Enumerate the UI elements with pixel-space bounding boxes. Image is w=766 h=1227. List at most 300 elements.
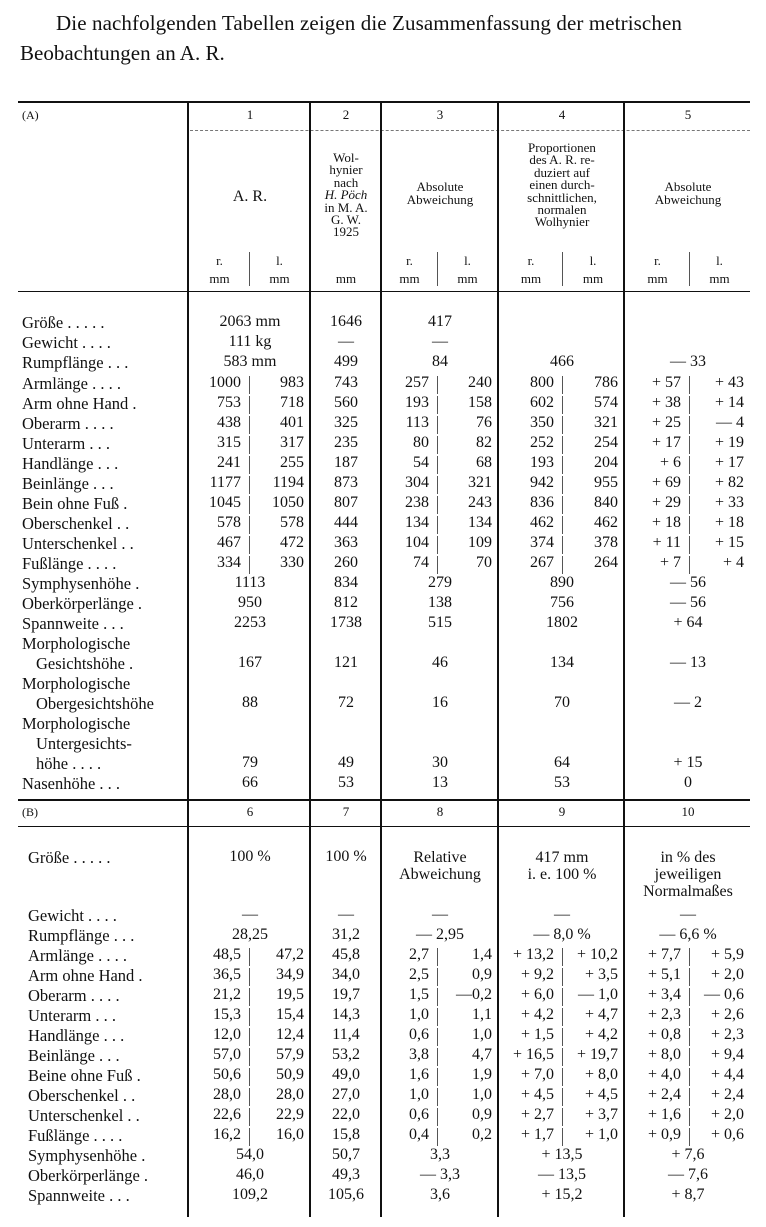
- cell-c10-l: + 4,4: [710, 1066, 744, 1083]
- cell-c2: 53: [338, 774, 354, 791]
- cell-c3-r: 257: [405, 374, 429, 391]
- cell-c9-l: — 1,0: [578, 986, 618, 1003]
- row-label: Morphologische: [22, 634, 131, 653]
- cell-c5: + 64: [673, 614, 703, 631]
- cell-c9: — 13,5: [538, 1166, 586, 1183]
- cell-c6: 54,0: [236, 1146, 264, 1163]
- pair-split-rule: [562, 456, 563, 474]
- cell-c3: —: [432, 333, 448, 350]
- cell-c4-r: 374: [530, 534, 554, 551]
- cell-c8-l: 1,0: [472, 1026, 492, 1043]
- mm-label: mm: [209, 271, 230, 286]
- row-label: Handlänge . . .: [22, 454, 119, 473]
- table-a-header-rule: [18, 291, 750, 292]
- cell-c1: 1113: [234, 574, 266, 591]
- pair-split-rule: [249, 1068, 250, 1086]
- pair-split-rule: [562, 1088, 563, 1106]
- pair-split-rule: [437, 988, 438, 1006]
- pair-split-rule: [562, 1128, 563, 1146]
- pair-split-rule: [437, 496, 438, 514]
- cell-c6: 28,25: [232, 926, 268, 943]
- pair-split-rule: [249, 1088, 250, 1106]
- cell-c6-r: 48,5: [213, 946, 241, 963]
- table-a-top-rule: [18, 101, 750, 103]
- col-3-title: Absolute Abweichung: [406, 179, 474, 207]
- pair-split-rule: [689, 476, 690, 494]
- cell-c2: 72: [338, 694, 354, 711]
- cell-c4: 53: [554, 774, 570, 791]
- pair-split-rule: [689, 1068, 690, 1086]
- cell-c4-l: 786: [594, 374, 618, 391]
- l-label: l.: [589, 253, 597, 268]
- cell-c4: 64: [554, 754, 570, 771]
- cell-c9-l: + 4,5: [584, 1086, 618, 1103]
- cell-c9-l: + 3,5: [584, 966, 618, 983]
- cell-c1-r: 1045: [209, 494, 241, 511]
- table-a-label: (A): [22, 108, 39, 122]
- cell-c3-l: 243: [468, 494, 492, 511]
- pair-split-rule: [689, 1128, 690, 1146]
- pair-split-rule: [437, 1048, 438, 1066]
- cell-c7: 15,8: [332, 1126, 360, 1143]
- row-label: Nasenhöhe . . .: [22, 774, 121, 793]
- cell-c3-r: 238: [405, 494, 429, 511]
- cell-c8-r: 0,4: [409, 1126, 429, 1143]
- cell-c9-r: + 9,2: [520, 966, 554, 983]
- cell-c4-l: 462: [594, 514, 618, 531]
- cell-c5-r: + 7: [659, 554, 681, 571]
- cell-c3: 16: [432, 694, 448, 711]
- row-label: Fußlänge . . . .: [22, 554, 117, 573]
- cell-c5: 0: [684, 774, 692, 791]
- cell-c8-r: 1,5: [409, 986, 429, 1003]
- cell-c10-r: + 0,9: [647, 1126, 681, 1143]
- cell-c10: + 8,7: [671, 1186, 705, 1203]
- cell-c3-l: 70: [476, 554, 492, 571]
- cell-c4-r: 350: [530, 414, 554, 431]
- row-label: Gewicht . . . .: [28, 906, 117, 925]
- cell-c6-r: 21,2: [213, 986, 241, 1003]
- row-label: Beinlänge . . .: [22, 474, 114, 493]
- row-label: Rumpflänge . . .: [28, 926, 135, 945]
- row-label: Morphologische: [22, 674, 131, 693]
- cell-c10-r: + 3,4: [647, 986, 681, 1003]
- cell-c6-l: 28,0: [276, 1086, 304, 1103]
- cell-c7: 34,0: [332, 966, 360, 983]
- pair-split-rule: [689, 948, 690, 966]
- pair-split-rule: [689, 1028, 690, 1046]
- cell-c2: 834: [334, 574, 358, 591]
- col-4-title: Proportionen des A. R. re- duziert auf einen durch- schnittlichen, normalen Wolhynier: [527, 140, 597, 230]
- row-label: Untergesichts-: [36, 734, 132, 753]
- cell-c6-r: 50,6: [213, 1066, 241, 1083]
- cell-c9-l: + 4,2: [584, 1026, 618, 1043]
- row-label: Bein ohne Fuß .: [22, 494, 128, 513]
- cell-c2: 363: [334, 534, 358, 551]
- pair-split-rule: [249, 376, 250, 394]
- pair-split-rule: [562, 1028, 563, 1046]
- row-label: Oberschenkel . .: [28, 1086, 136, 1105]
- cell-c7: 45,8: [332, 946, 360, 963]
- cell-c1: 66: [242, 774, 258, 791]
- cell-c3: 515: [428, 614, 452, 631]
- cell-c7: 50,7: [332, 1146, 360, 1163]
- subheader-split-rule: [249, 252, 250, 286]
- cell-c3-r: 54: [413, 454, 429, 471]
- col-7-header: 100 %: [325, 848, 367, 865]
- cell-c8-l: 4,7: [472, 1046, 492, 1063]
- row-label: Spannweite . . .: [22, 614, 124, 633]
- l-label: l.: [716, 253, 723, 268]
- cell-c8-l: 1,4: [472, 946, 492, 963]
- cell-c5-r: + 69: [651, 474, 681, 491]
- col-9-header: 417 mm i. e. 100 %: [527, 849, 597, 883]
- cell-c5-l: + 33: [714, 494, 744, 511]
- pair-split-rule: [562, 988, 563, 1006]
- pair-split-rule: [437, 556, 438, 574]
- cell-c8-l: —0,2: [456, 986, 492, 1003]
- cell-c6-l: 57,9: [276, 1046, 304, 1063]
- l-label: l.: [276, 253, 283, 268]
- cell-c1-l: 1194: [272, 474, 304, 491]
- cell-c3-l: 68: [476, 454, 492, 471]
- pair-split-rule: [689, 1048, 690, 1066]
- cell-c10-r: + 2,3: [647, 1006, 681, 1023]
- cell-c2: 743: [334, 374, 358, 391]
- col-4-number: 4: [558, 107, 566, 122]
- cell-c6-r: 28,0: [213, 1086, 241, 1103]
- row-label: Gewicht . . . .: [22, 333, 111, 352]
- row-label: Unterarm . . .: [28, 1006, 116, 1025]
- pair-split-rule: [562, 396, 563, 414]
- pair-split-rule: [249, 536, 250, 554]
- cell-c5-l: + 19: [714, 434, 744, 451]
- cell-c5-l: + 17: [714, 454, 744, 471]
- cell-c10-r: + 1,6: [647, 1106, 681, 1123]
- cell-c8-r: 0,6: [409, 1026, 429, 1043]
- cell-c6-l: 19,5: [276, 986, 304, 1003]
- pair-split-rule: [249, 1008, 250, 1026]
- cell-c7: 31,2: [332, 926, 360, 943]
- cell-c10-l: — 0,6: [704, 986, 744, 1003]
- cell-c1: 79: [242, 754, 258, 771]
- pair-split-rule: [249, 948, 250, 966]
- cell-c8-l: 1,1: [472, 1006, 492, 1023]
- cell-c9-r: + 7,0: [520, 1066, 554, 1083]
- pair-split-rule: [689, 376, 690, 394]
- cell-c4-l: 574: [594, 394, 618, 411]
- cell-c3-l: 158: [468, 394, 492, 411]
- cell-c9-l: + 4,7: [584, 1006, 618, 1023]
- cell-c1-r: 438: [217, 414, 241, 431]
- pair-split-rule: [437, 536, 438, 554]
- cell-c9: — 8,0 %: [533, 926, 591, 943]
- col-8-number: 8: [436, 804, 444, 819]
- cell-c4-r: 602: [530, 394, 554, 411]
- mm-label: mm: [520, 271, 542, 286]
- mm-label: mm: [582, 271, 604, 286]
- cell-c2: 121: [334, 654, 358, 671]
- cell-c10: —: [680, 906, 696, 923]
- cell-c10-l: + 2,0: [710, 1106, 744, 1123]
- cell-c1-l: 983: [280, 374, 304, 391]
- cell-c7: 27,0: [332, 1086, 360, 1103]
- cell-c3-l: 76: [476, 414, 492, 431]
- col-8-header: Relative Abweichung: [399, 849, 481, 883]
- cell-c5: — 13: [670, 654, 706, 671]
- cell-c4-r: 193: [530, 454, 554, 471]
- row-label: Arm ohne Hand .: [22, 394, 137, 413]
- cell-c10-r: + 7,7: [647, 946, 681, 963]
- r-label: r.: [406, 253, 413, 268]
- row-label: Oberkörperlänge .: [22, 594, 143, 613]
- table-b-label: (B): [22, 805, 38, 819]
- cell-c3: 84: [432, 353, 448, 370]
- col-10-header: in % des jeweiligen Normalmaßes: [643, 849, 733, 900]
- col-5-number: 5: [684, 107, 692, 122]
- cell-c5-r: + 57: [651, 374, 681, 391]
- row-label: Rumpflänge . . .: [22, 353, 129, 372]
- cell-c2: 812: [334, 594, 358, 611]
- row-label: Oberarm . . . .: [28, 986, 120, 1005]
- cell-c3-l: 82: [476, 434, 492, 451]
- cell-c3-r: 104: [405, 534, 429, 551]
- pair-split-rule: [249, 1108, 250, 1126]
- row-label: Oberschenkel . .: [22, 514, 130, 533]
- row-label: Handlänge . . .: [28, 1026, 125, 1045]
- cell-c10-r: + 4,0: [647, 1066, 681, 1083]
- pair-split-rule: [249, 988, 250, 1006]
- cell-c5-r: + 29: [651, 494, 681, 511]
- cell-c3-l: 321: [468, 474, 492, 491]
- cell-c3-r: 80: [413, 434, 429, 451]
- pair-split-rule: [437, 396, 438, 414]
- pair-split-rule: [249, 556, 250, 574]
- pair-split-rule: [562, 556, 563, 574]
- row-label: Obergesichtshöhe: [36, 694, 154, 713]
- cell-c10-l: + 2,6: [710, 1006, 744, 1023]
- cell-c6-l: 15,4: [276, 1006, 304, 1023]
- table-b-top-rule: [18, 799, 750, 801]
- cell-c10: — 6,6 %: [659, 926, 717, 943]
- row-label: Armlänge . . . .: [28, 946, 127, 965]
- pair-split-rule: [689, 988, 690, 1006]
- cell-c5-l: + 4: [722, 554, 744, 571]
- r-label: r.: [654, 253, 661, 268]
- pair-split-rule: [562, 516, 563, 534]
- cell-c9-r: + 1,7: [520, 1126, 554, 1143]
- cell-c8-r: 1,0: [409, 1006, 429, 1023]
- cell-c8-l: 0,9: [472, 1106, 492, 1123]
- pair-split-rule: [249, 516, 250, 534]
- cell-c7: 14,3: [332, 1006, 360, 1023]
- col-2-number: 2: [342, 107, 350, 122]
- col-7-number: 7: [342, 804, 350, 819]
- row-label: Armlänge . . . .: [22, 374, 121, 393]
- col-6-number: 6: [246, 804, 254, 819]
- pair-split-rule: [249, 1028, 250, 1046]
- pair-split-rule: [437, 1008, 438, 1026]
- cell-c1: 950: [238, 594, 262, 611]
- col-5-title: Absolute Abweichung: [654, 179, 722, 207]
- cell-c3: 30: [432, 754, 448, 771]
- col-6-header: 100 %: [229, 848, 271, 865]
- cell-c1-r: 315: [217, 434, 241, 451]
- cell-c5-r: + 17: [651, 434, 681, 451]
- mm-label: mm: [269, 271, 290, 286]
- cell-c3: 417: [428, 313, 452, 330]
- cell-c4: 756: [550, 594, 574, 611]
- col-1-number: 1: [246, 107, 254, 122]
- cell-c1-l: 317: [280, 434, 304, 451]
- cell-c9-r: + 2,7: [520, 1106, 554, 1123]
- mm-label: mm: [399, 271, 420, 286]
- cell-c8-r: 2,7: [409, 946, 429, 963]
- cell-c1: 88: [242, 694, 258, 711]
- cell-c2: 49: [338, 754, 354, 771]
- cell-c10-l: + 2,4: [710, 1086, 744, 1103]
- pair-split-rule: [437, 436, 438, 454]
- cell-c8: — 3,3: [420, 1166, 460, 1183]
- header-divider: [190, 130, 750, 131]
- pair-split-rule: [689, 396, 690, 414]
- cell-c2: 444: [334, 514, 358, 531]
- cell-c1: 583 mm: [223, 353, 277, 370]
- cell-c5-r: + 38: [651, 394, 681, 411]
- cell-c4: 70: [554, 694, 570, 711]
- cell-c8: 3,6: [430, 1186, 450, 1203]
- cell-c5: — 2: [674, 694, 702, 711]
- cell-c1-l: 330: [280, 554, 304, 571]
- cell-c5: — 56: [670, 574, 706, 591]
- cell-c9-l: + 3,7: [584, 1106, 618, 1123]
- cell-c4-r: 942: [530, 474, 554, 491]
- pair-split-rule: [437, 416, 438, 434]
- cell-c3-r: 74: [413, 554, 429, 571]
- pair-split-rule: [437, 1108, 438, 1126]
- col-9-number: 9: [558, 804, 566, 819]
- cell-c10-l: + 9,4: [710, 1046, 744, 1063]
- cell-c5-l: + 15: [714, 534, 744, 551]
- cell-c1-l: 1050: [272, 494, 304, 511]
- pair-split-rule: [689, 556, 690, 574]
- cell-c4-r: 462: [530, 514, 554, 531]
- cell-c7: 19,7: [332, 986, 360, 1003]
- cell-c2: 560: [334, 394, 358, 411]
- pair-split-rule: [689, 536, 690, 554]
- cell-c2: 1738: [330, 614, 362, 631]
- intro-line-2: Beobachtungen an A. R.: [20, 41, 225, 65]
- cell-c7: 11,4: [332, 1026, 360, 1043]
- cell-c4-l: 321: [594, 414, 618, 431]
- cell-c4-r: 252: [530, 434, 554, 451]
- cell-c4-r: 836: [530, 494, 554, 511]
- cell-c6-l: 50,9: [276, 1066, 304, 1083]
- cell-c9-l: + 10,2: [576, 946, 618, 963]
- row-label: Unterarm . . .: [22, 434, 110, 453]
- cell-c5-l: + 18: [714, 514, 744, 531]
- row-label: Beinlänge . . .: [28, 1046, 120, 1065]
- cell-c4-l: 378: [594, 534, 618, 551]
- row-label: Spannweite . . .: [28, 1186, 130, 1205]
- cell-c1-r: 1177: [209, 474, 241, 491]
- cell-c1-r: 334: [217, 554, 241, 571]
- pair-split-rule: [249, 456, 250, 474]
- cell-c4: 1802: [546, 614, 578, 631]
- cell-c9-l: + 8,0: [584, 1066, 618, 1083]
- cell-c5-r: + 25: [651, 414, 681, 431]
- cell-c2: 499: [334, 353, 358, 370]
- pair-split-rule: [562, 1008, 563, 1026]
- subheader-split-rule: [689, 252, 690, 286]
- row-label: Arm ohne Hand .: [28, 966, 143, 985]
- row-label: Beine ohne Fuß .: [28, 1066, 141, 1085]
- cell-c5-r: + 6: [659, 454, 681, 471]
- cell-c1-r: 241: [217, 454, 241, 471]
- pair-split-rule: [249, 496, 250, 514]
- cell-c6-r: 12,0: [213, 1026, 241, 1043]
- cell-c4-l: 254: [594, 434, 618, 451]
- row-label: Oberkörperlänge .: [28, 1166, 149, 1185]
- intro-line-1: Die nachfolgenden Tabellen zeigen die Zusammenfassung der metrischen: [56, 11, 682, 35]
- pair-split-rule: [689, 456, 690, 474]
- cell-c6-r: 15,3: [213, 1006, 241, 1023]
- cell-c2: 807: [334, 494, 358, 511]
- cell-c1-l: 718: [280, 394, 304, 411]
- pair-split-rule: [562, 1048, 563, 1066]
- cell-c5-r: + 11: [652, 534, 681, 551]
- cell-c10-l: + 2,3: [710, 1026, 744, 1043]
- cell-c4-r: 267: [530, 554, 554, 571]
- cell-c9: —: [554, 906, 570, 923]
- pair-split-rule: [562, 1108, 563, 1126]
- row-label: Fußlänge . . . .: [28, 1126, 123, 1145]
- cell-c5-r: + 18: [651, 514, 681, 531]
- row-label: Oberarm . . . .: [22, 414, 114, 433]
- pair-split-rule: [689, 968, 690, 986]
- cell-c1-l: 401: [280, 414, 304, 431]
- cell-c3-l: 240: [468, 374, 492, 391]
- cell-c7: 53,2: [332, 1046, 360, 1063]
- cell-c1-r: 578: [217, 514, 241, 531]
- cell-c6-r: 16,2: [213, 1126, 241, 1143]
- pair-split-rule: [562, 476, 563, 494]
- r-label: r.: [527, 253, 535, 268]
- cell-c10: + 7,6: [671, 1146, 705, 1163]
- row-label: höhe . . . .: [36, 754, 102, 773]
- cell-c4-l: 204: [594, 454, 618, 471]
- pair-split-rule: [562, 416, 563, 434]
- cell-c2: —: [338, 333, 354, 350]
- cell-c8-r: 2,5: [409, 966, 429, 983]
- cell-c3-r: 193: [405, 394, 429, 411]
- cell-c1: 2063 mm: [219, 313, 281, 330]
- cell-c2: 325: [334, 414, 358, 431]
- pair-split-rule: [249, 416, 250, 434]
- cell-c7: 105,6: [328, 1186, 364, 1203]
- pair-split-rule: [249, 968, 250, 986]
- cell-c5-l: + 14: [714, 394, 744, 411]
- mm-label: mm: [647, 271, 668, 286]
- cell-c4-l: 840: [594, 494, 618, 511]
- cell-c9-l: + 19,7: [576, 1046, 618, 1063]
- cell-c8-r: 1,6: [409, 1066, 429, 1083]
- pair-split-rule: [562, 536, 563, 554]
- subheader-split-rule: [562, 252, 563, 286]
- cell-c3-r: 113: [405, 414, 429, 431]
- table-b-header-rule: [18, 826, 750, 827]
- cell-c6-l: 34,9: [276, 966, 304, 983]
